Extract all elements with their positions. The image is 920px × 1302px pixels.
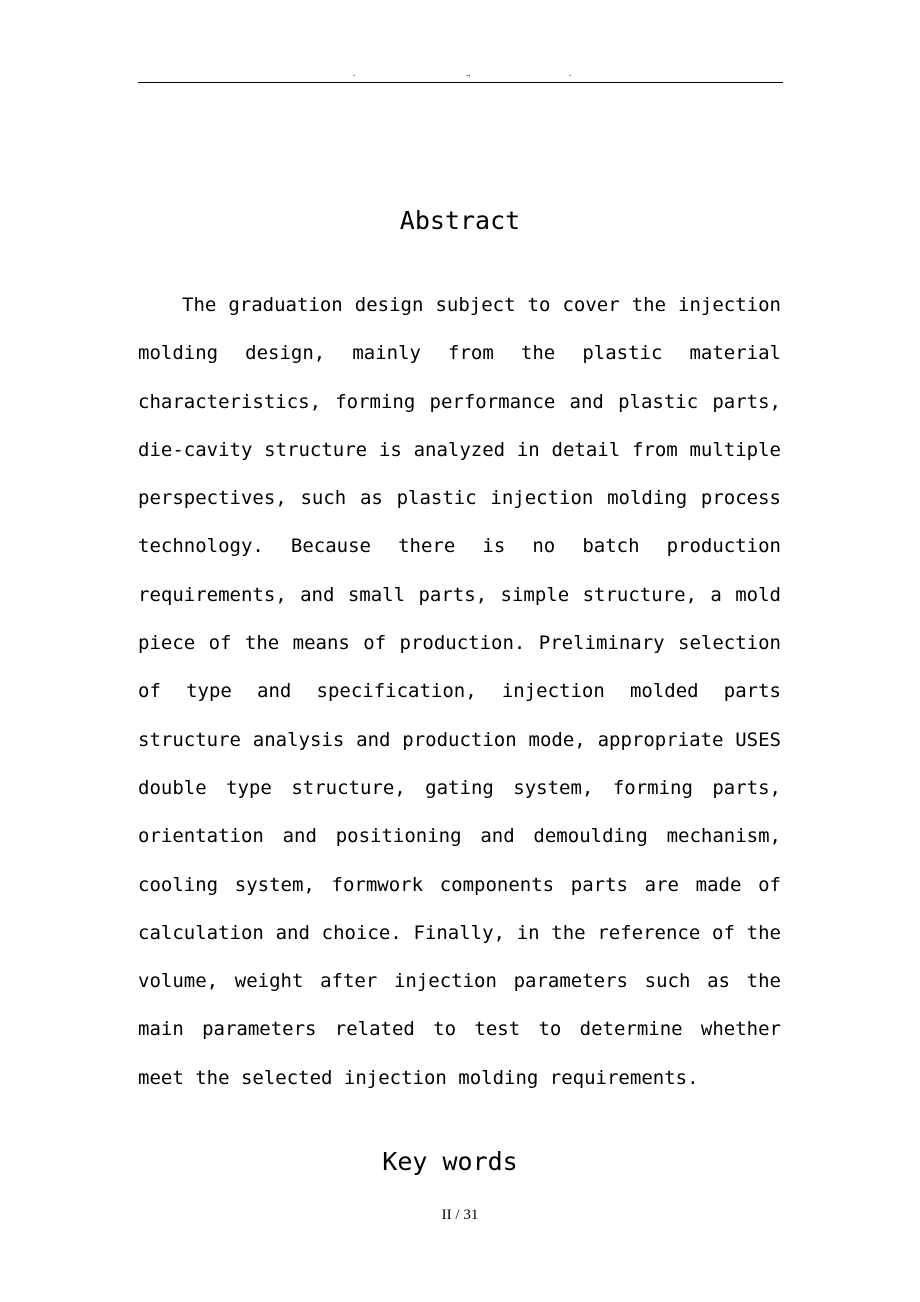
keywords-heading: Key words <box>382 1147 518 1176</box>
header-mark: . <box>353 68 356 78</box>
abstract-paragraph: The graduation design subject to cover the injection molding design, mainly from the plastic material characteristics, forming performance and plastic parts, die-cavity structure is analyzed in detail from multiple perspectives, such as plastic injection molding process technology. Because there is no batch production requirements, and small parts, simple structure, a mold piece of the means of production. Preliminary selection of type and specification, injection molded parts structure analysis and production mode, appropriate USES double type structure, gating system, forming parts, orientation and positioning and demoulding mechanism, cooling system, formwork components parts are made of calculation and choice. Finally, in the reference of the volume, weight after injection parameters such as the main parameters related to test to determine whether meet the selected injection molding requirements. <box>138 294 781 1089</box>
page-header <box>138 66 783 80</box>
header-mark: . <box>569 68 572 78</box>
header-rule <box>138 82 783 83</box>
header-mark: .. <box>466 68 471 78</box>
section-title: Abstract <box>399 206 521 235</box>
page-number: II / 31 <box>441 1207 479 1223</box>
